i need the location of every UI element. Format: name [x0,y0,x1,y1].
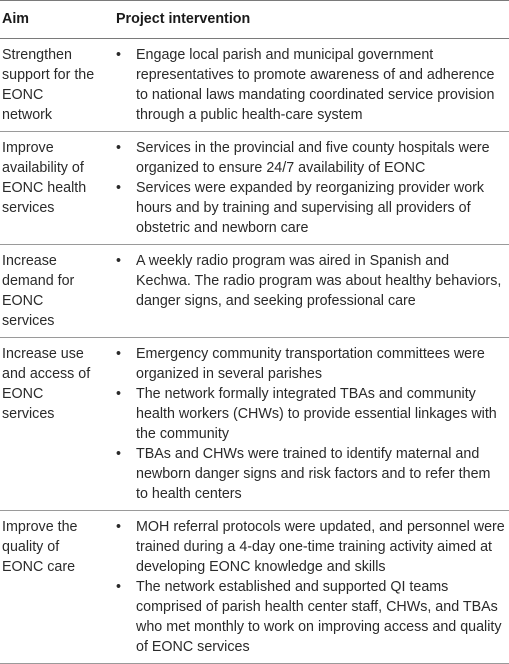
intervention-text: A weekly radio program was aired in Spanish and Kechwa. The radio program was about healthy behaviors, danger signs, and seeking professional care [136,253,502,309]
intervention-text: MOH referral protocols were updated, and personnel were trained during a 4-day one-time training activity aimed at developing EONC knowledge and skills [136,519,505,575]
intervention-text: Engage local parish and municipal government representatives to promote awareness of and adherence to national laws mandating coordinated service provision through a public health-care system [136,47,495,123]
table-row [0,245,509,338]
intervention-item [116,178,505,238]
table-row [0,132,509,245]
aim-cell: Improve the quality of EONC care [0,511,103,664]
intervention-item [116,45,505,125]
intervention-text: Emergency community transportation committees were organized in several parishes [136,346,485,382]
bullet-icon: • [116,140,122,156]
intervention-text: Services were expanded by reorganizing provider work hours and by training and supervising all providers of obstetric and newborn care [136,180,485,236]
table-body [0,39,509,664]
intervention-list [116,45,505,125]
bullet-icon: • [116,579,122,595]
bullet-icon: • [116,346,122,362]
intervention-item [116,444,505,504]
intervention-cell [103,338,509,511]
bullet-icon: • [116,180,122,196]
aim-cell: Strengthen support for the EONC network [0,39,103,132]
intervention-text: Services in the provincial and five county hospitals were organized to ensure 24/7 availability of EONC [136,140,490,176]
header-intervention: Project intervention [103,1,509,39]
bullet-icon: • [116,47,122,63]
table-header [0,1,509,39]
intervention-item [116,138,505,178]
intervention-cell [103,132,509,245]
intervention-cell [103,245,509,338]
intervention-list [116,251,505,311]
intervention-item [116,384,505,444]
aim-cell: Increase demand for EONC services [0,245,103,338]
table-row [0,39,509,132]
intervention-item [116,344,505,384]
intervention-text: TBAs and CHWs were trained to identify maternal and newborn danger signs and risk factors and to refer them to health centers [136,446,491,502]
table-row [0,511,509,664]
intervention-text: The network established and supported QI teams comprised of parish health center staff, CHWs, and TBAs who met monthly to work on improving access and quality of EONC services [136,579,502,655]
bullet-icon: • [116,253,122,269]
bullet-icon: • [116,446,122,462]
intervention-cell [103,511,509,664]
intervention-item [116,251,505,311]
bullet-icon: • [116,386,122,402]
aim-cell: Increase use and access of EONC services [0,338,103,511]
header-row [0,1,509,39]
bullet-icon: • [116,519,122,535]
table-row [0,338,509,511]
intervention-list [116,344,505,504]
aim-cell: Improve availability of EONC health services [0,132,103,245]
intervention-list [116,517,505,657]
intervention-cell [103,39,509,132]
intervention-list [116,138,505,238]
header-aim: Aim [0,1,103,39]
intervention-item [116,517,505,577]
intervention-item [116,577,505,657]
intervention-text: The network formally integrated TBAs and community health workers (CHWs) to provide essential linkages with the community [136,386,497,442]
